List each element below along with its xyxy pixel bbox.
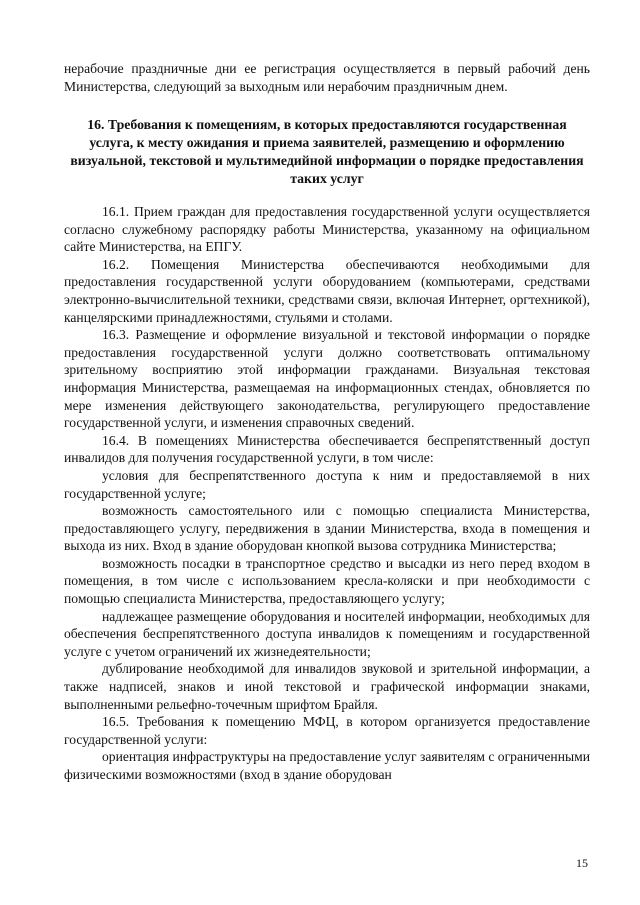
paragraph-16-3: 16.3. Размещение и оформление визуальной и текстовой информации о порядке предоставления государственной услуги должно соответствовать оптимальному зрительному восприятию этой информации гражданами. Визуальная текстовая информация Министерства, размещаемая на информационных стендах, обновляется по мере изменения действующего законодательства, регулирующего предоставление государственной услуги, и изменения справочных сведений. — [64, 327, 590, 431]
list-item-orientation: ориентация инфраструктуры на предоставление услуг заявителям с ограниченными физическими возможностями (вход в здание оборудован — [64, 749, 590, 782]
intro-block — [64, 60, 590, 95]
paragraph-16-4: 16.4. В помещениях Министерства обеспечивается беспрепятственный доступ инвалидов для получения государственной услуги, в том числе: — [64, 432, 590, 466]
list-item-duplication: дублирование необходимой для инвалидов звуковой и зрительной информации, а также надписей, знаков и иной текстовой и графической информации знаками, выполненными рельефно-точечным шрифтом Брайля. — [64, 661, 590, 712]
list-item-movement: возможность самостоятельного или с помощью специалиста Министерства, предоставляющего услугу, передвижения в здании Министерства, входа в помещения и выхода из них. Вход в здание оборудован кнопкой вызова сотрудника Министерства; — [64, 503, 590, 554]
paragraph-16-2: 16.2. Помещения Министерства обеспечиваются необходимыми для предоставления государственной услуги оборудованием (компьютерами, средствами электронно-вычислительной техники, средствами связи, включая Интернет, оргтехникой), канцелярскими принадлежностями, стульями и столами. — [64, 256, 590, 325]
paragraph-16-1: 16.1. Прием граждан для предоставления государственной услуги осуществляется согласно служебному распорядку работы Министерства, указанному на официальном сайте Министерства, на ЕПГУ. — [64, 204, 590, 255]
list-item-access-conditions: условия для беспрепятственного доступа к ним и предоставляемой в них государственной услуге; — [64, 467, 590, 501]
section-heading: 16. Требования к помещениям, в которых предоставляются государственная услуга, к месту ожидания и приема заявителей, размещению и оформлению визуальной, текстовой и мультимедийной информации о порядке предоставления таких услуг — [70, 117, 584, 186]
paragraph-16-5: 16.5. Требования к помещению МФЦ, в котором организуется предоставление государственной услуги: — [64, 714, 590, 747]
body-text — [64, 203, 590, 784]
intro-paragraph: нерабочие праздничные дни ее регистрация осуществляется в первый рабочий день Министерства, следующий за выходным или нерабочим праздничным днем. — [64, 61, 590, 94]
list-item-transport: возможность посадки в транспортное средство и высадки из него перед входом в помещения, в том числе с использованием кресла-коляски и при необходимости с помощью специалиста Министерства, предоставляющего услугу; — [64, 555, 590, 607]
list-item-equipment: надлежащее размещение оборудования и носителей информации, необходимых для обеспечения беспрепятственного доступа инвалидов к помещениям и государственной услуге с учетом ограничений их жизнедеятельности; — [64, 608, 590, 659]
page-number: 15 — [576, 856, 588, 870]
